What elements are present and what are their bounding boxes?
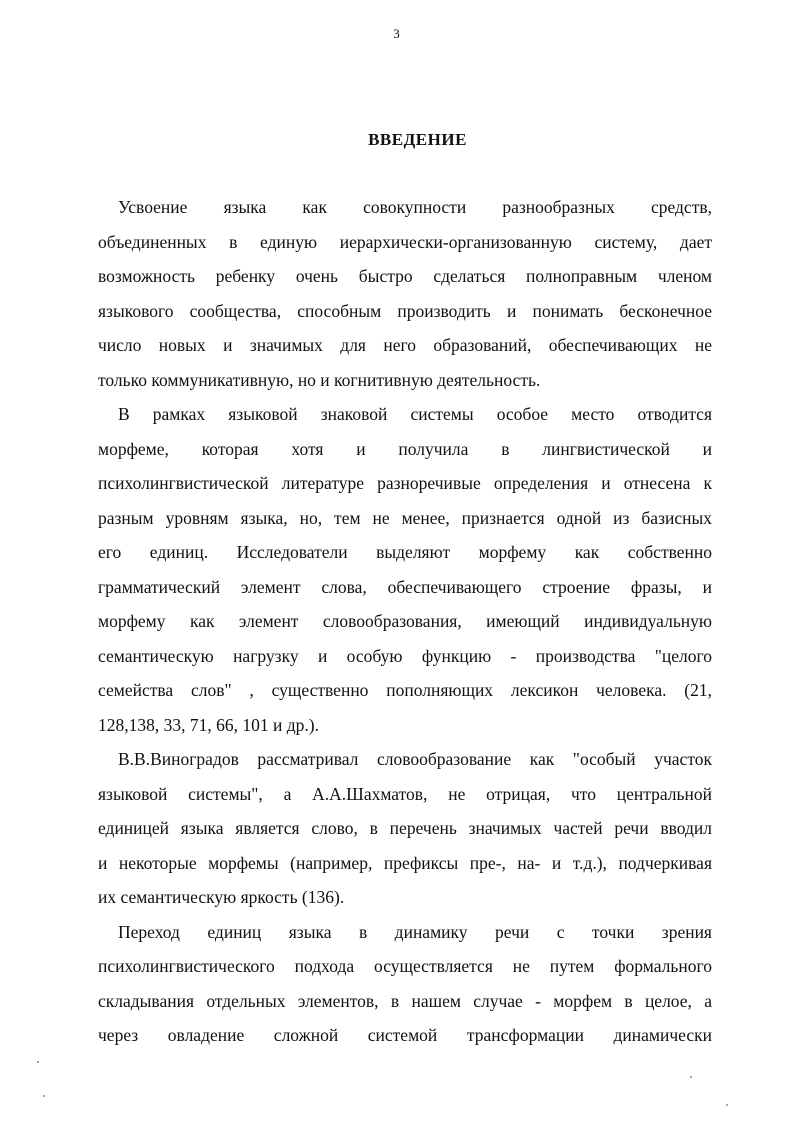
text-line: только коммуникативную, но и когнитивную деятельность. (98, 369, 541, 390)
scan-speck (690, 1076, 692, 1078)
text-line: языковой системы", а А.А.Шахматов, не отрицая, что центральной (98, 783, 712, 804)
page-number: 3 (393, 26, 400, 41)
text-line: семантическую нагрузку и особую функцию - производства "целого (98, 645, 712, 666)
body-text (98, 193, 712, 1056)
text-line: психолингвистического подхода осуществляется не путем формального (98, 956, 712, 976)
text-line: 128,138, 33, 71, 66, 101 и др.). (98, 714, 319, 735)
paragraph-3 (98, 745, 712, 918)
text-line: складывания отдельных элементов, в нашем случае - морфем в целое, а (98, 990, 712, 1011)
text-line: возможность ребенку очень быстро сделаться полноправным членом (98, 266, 712, 286)
paragraph-4 (98, 918, 712, 1056)
text-line: Переход единиц языка в динамику речи с точки зрения (118, 921, 712, 942)
text-line: морфеме, которая хотя и получила в лингвистической и (98, 438, 712, 459)
scan-speck (726, 1104, 728, 1106)
text-line: его единиц. Исследователи выделяют морфему как собственно (98, 542, 712, 562)
text-line: число новых и значимых для него образований, обеспечивающих не (98, 335, 712, 355)
text-line: морфему как элемент словообразования, имеющий индивидуальную (98, 611, 712, 631)
text-line: Усвоение языка как совокупности разнообразных средств, (118, 197, 712, 217)
text-line: В рамках языковой знаковой системы особое место отводится (118, 404, 712, 424)
text-line: через овладение сложной системой трансформации динамически (98, 1025, 712, 1045)
text-line: психолингвистической литературе разноречивые определения и отнесена к (98, 473, 712, 493)
text-line: семейства слов" , существенно пополняющих лексикон человека. (21, (98, 680, 712, 700)
text-line: их семантическую яркость (136). (98, 887, 345, 907)
text-line: единицей языка является слово, в перечень значимых частей речи вводил (98, 818, 712, 838)
text-line: и некоторые морфемы (например, префиксы пре-, на- и т.д.), подчеркивая (98, 852, 712, 873)
text-line: разным уровням языка, но, тем не менее, признается одной из базисных (98, 507, 712, 528)
page-title: ВВЕДЕНИЕ (368, 130, 467, 149)
text-line: грамматический элемент слова, обеспечивающего строение фразы, и (98, 576, 712, 597)
text-line: объединенных в единую иерархически-организованную систему, дает (98, 231, 712, 252)
text-line: языкового сообщества, способным производить и понимать бесконечное (98, 300, 712, 321)
paragraph-2 (98, 400, 712, 745)
paragraph-1 (98, 193, 712, 400)
text-line: В.В.Виноградов рассматривал словообразование как "особый участок (118, 749, 712, 769)
scan-speck (43, 1095, 45, 1097)
scan-speck (37, 1061, 39, 1063)
